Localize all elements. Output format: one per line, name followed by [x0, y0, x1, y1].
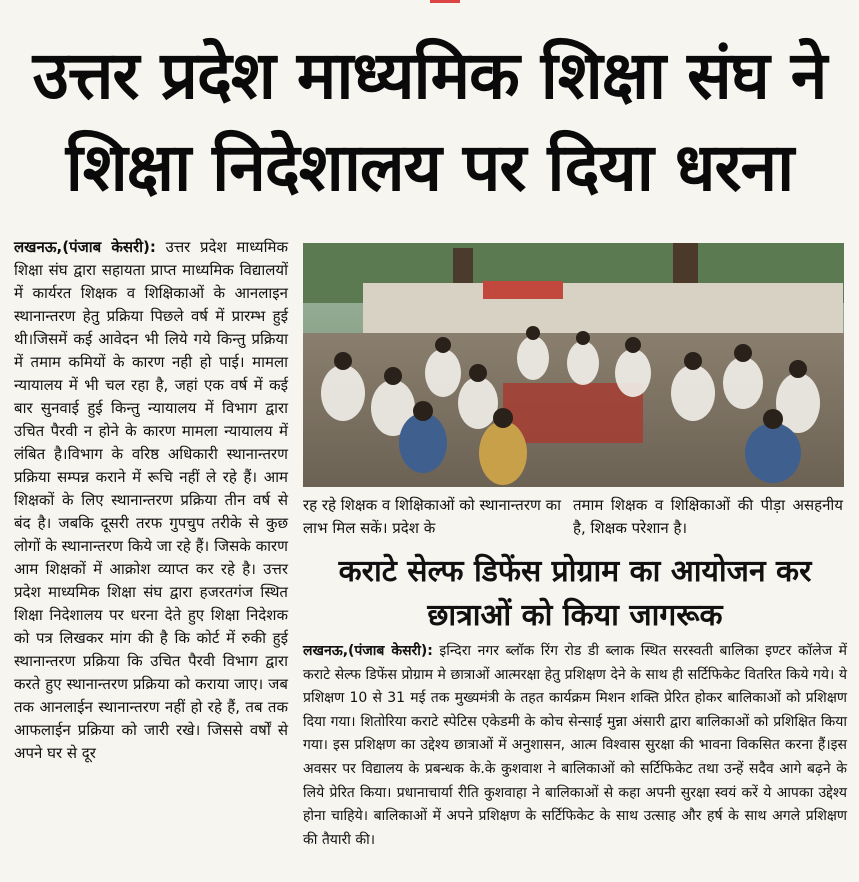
- story1-dateline: लखनऊ,(पंजाब केसरी):: [14, 238, 156, 256]
- story2-body: इन्दिरा नगर ब्लॉक रिंग रोड डी ब्लाक स्थित सरस्वती बालिका इण्टर कॉलेज में कराटे सेल्फ डिफेंस प्रोग्राम मे छात्राओं आत्मरक्षा हेतु प्रशिक्षण देने के साथ ही सर्टिफिकेट वितरित किये गये। ये प्रशिक्षण 10 से 31 मई तक मुख्यमंत्री के तहत कार्यक्रम मिशन शक्ति प्रेरित होकर बालिकाओं को प्रशिक्षण दिया गया। शितोरिया कराटे स्पेटिस एकेडमी के कोच सेन्साई मुन्ना अंसारी द्वारा बालिकाओं को प्रशिक्षित किया गया। इस प्रशिक्षण का उद्देश्य छात्राओं में अनुशासन, आत्म विश्वास सुरक्षा की भावना विकसित करना हैं।इस अवसर पर विद्यालय के प्रबन्धक के.के कुशवाश ने बालिकाओं को सर्टिफिकेट तथा उन्हें सदैव आगे बढ़ने के लिये प्रेरित किया। प्रधानाचार्या रीति कुशवाहा ने बालिकाओं से कहा अपनी सुरक्षा स्वयं करें ये आपका उद्देश्य होना चाहिये। बालिकाओं में अपने प्रशिक्षण के सर्टिफिकेट के साथ उत्साह और हर्ष के साथ अगले प्रशिक्षण की तैयारी की।: [303, 643, 847, 848]
- story1-continued-col-b: तमाम शिक्षक व शिक्षिकाओं की पीड़ा असहनीय है, शिक्षक परेशान है।: [573, 496, 843, 537]
- story2-paragraph: [303, 640, 847, 852]
- story1-paragraph: [14, 236, 288, 765]
- story2-dateline: लखनऊ,(पंजाब केसरी):: [303, 643, 433, 659]
- main-headline: [0, 30, 859, 214]
- story1-left-column: [14, 236, 288, 765]
- story2-headline: कराटे सेल्फ डिफेंस प्रोग्राम का आयोजन कर छात्राओं को किया जागरूक: [338, 554, 812, 633]
- story2-body-block: [303, 640, 847, 852]
- story1-body: उत्तर प्रदेश माध्यमिक शिक्षा संघ द्वारा सहायता प्राप्त माध्यमिक विद्यालयों में कार्यरत शिक्षक व शिक्षिकाओं के आनलाइन स्थानान्तरण हेतु प्रक्रिया पिछले वर्ष में प्रारम्भ हुई थी।जिसमें कई आवेदन भी लिये गये किन्तु प्रक्रिया में तमाम कमियों के कारण नही हो पाई। मामला न्यायालय में भी चल रहा है, जहां एक वर्ष में कई बार सुनवाई हुई किन्तु न्यायालय में विभाग द्वारा उचित पैरवी न होने के कारण मामला न्यायालय में लंबित है।विभाग के वरिष्ठ अधिकारी स्थानान्तरण प्रक्रिया सम्पन्न कराने में रूचि नहीं ले रहे हैं। आम शिक्षकों के लिए स्थानान्तरण प्रक्रिया तीन वर्ष से बंद है। जबकि दूसरी तरफ गुपचुप तरीके से कुछ लोगों के स्थानान्तरण किये जा रहे हैं। जिसके कारण आम शिक्षकों में आक्रोश व्याप्त कर रहे है। उत्तर प्रदेश माध्यमिक शिक्षा संघ द्वारा हजरतगंज स्थित शिक्षा निदेशालय पर धरना देते हुए शिक्षा निदेशक को पत्र लिखकर मांग की है कि कोर्ट में रुकी हुई स्थानान्तरण प्रक्रिया कि उचित पैरवी विभाग द्वारा करते हुए स्थानान्तरण प्रक्रिया को कराया जाए। जब तक आनलाईन स्थानान्तरण नहीं हो रहे हैं, तब तक आफलाईन प्रक्रिया को जारी रखे। जिससे वर्षों से अपने घर से दूर: [14, 238, 288, 762]
- news-photo: [303, 243, 844, 487]
- top-color-rule: [430, 0, 460, 3]
- headline-line-1: उत्तर प्रदेश माध्यमिक शिक्षा संघ ने: [32, 37, 827, 114]
- headline-line-2: शिक्षा निदेशालय पर दिया धरना: [65, 129, 794, 206]
- story1-continued-col-a: रह रहे शिक्षक व शिक्षिकाओं को स्थानान्तरण का लाभ मिल सकें। प्रदेश के: [303, 496, 561, 537]
